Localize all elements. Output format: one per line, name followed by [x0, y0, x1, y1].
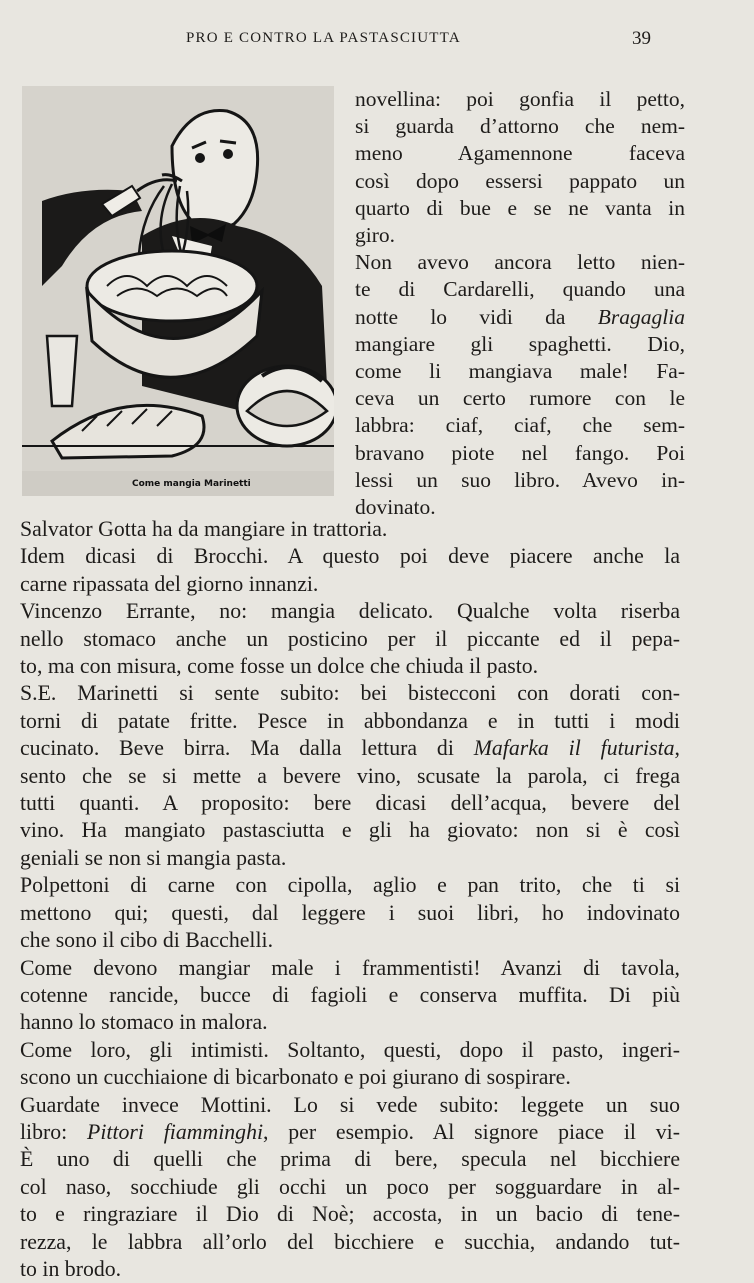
- text-line: Come devono mangiar male i frammentisti! Avanzi di tavola,: [20, 955, 680, 980]
- text-line: giro.: [355, 223, 396, 248]
- side-column-text: [355, 86, 685, 521]
- text-line: Come loro, gli intimisti. Soltanto, questi, dopo il pasto, ingeri-: [20, 1037, 680, 1062]
- text-line: to e ringraziare il Dio di Noè; accosta, in un bacio di tene-: [20, 1202, 680, 1227]
- caricature-illustration: [22, 86, 334, 496]
- text-line: mangiare gli spaghetti. Dio,: [355, 331, 685, 356]
- text-line: Idem dicasi di Brocchi. A questo poi deve piacere anche la: [20, 544, 680, 569]
- text-line: lessi un suo libro. Avevo in-: [355, 467, 685, 492]
- text-line: Salvator Gotta ha da mangiare in trattoria.: [20, 517, 388, 541]
- italic-book-title: Pittori fiamminghi: [87, 1119, 264, 1144]
- caricature-drawing: [22, 86, 334, 496]
- text-line: geniali se non si mangia pasta.: [20, 845, 287, 870]
- paragraph: [355, 249, 685, 521]
- text-line: cucinato. Beve birra. Ma dalla lettura di Mafarka il futurista,: [20, 736, 680, 761]
- paragraph: [20, 680, 680, 872]
- italic-book-title: Mafarka il futurista: [473, 736, 675, 761]
- paragraph: [20, 516, 680, 543]
- text-line: S.E. Marinetti si sente subito: bei bistecconi con dorati con-: [20, 681, 680, 706]
- text-line: sento che se si mette a bevere vino, scusate la parola, ci frega: [20, 763, 680, 788]
- text-line: È uno di quelli che prima di bere, specula nel bicchiere: [20, 1147, 680, 1172]
- text-line: bravano piote nel fango. Poi: [355, 440, 685, 465]
- text-line: hanno lo stomaco in malora.: [20, 1010, 268, 1035]
- running-title: PRO E CONTRO LA PASTASCIUTTA: [186, 30, 461, 46]
- text-line: Vincenzo Errante, no: mangia delicato. Qualche volta riserba: [20, 599, 680, 624]
- text-line: che sono il cibo di Bacchelli.: [20, 928, 274, 953]
- paragraph: [20, 1092, 680, 1283]
- page-number: 39: [632, 28, 651, 49]
- text-line: libro: Pittori fiamminghi, per esempio. Al signore piace il vi-: [20, 1119, 680, 1144]
- text-line: to in brodo.: [20, 1256, 122, 1281]
- paragraph: [20, 872, 680, 954]
- text-line: cotenne rancide, bucce di fagioli e conserva muffita. Di più: [20, 982, 680, 1007]
- text-line: tutti quanti. A proposito: bere dicasi dell’acqua, bevere del: [20, 791, 680, 816]
- illustration-caption: Come mangia Marinetti: [132, 479, 251, 489]
- paragraph: [20, 543, 680, 598]
- text-line: rezza, le labbra all’orlo del bicchiere e succhia, andando tut-: [20, 1229, 680, 1254]
- paragraph: [20, 955, 680, 1037]
- text-line: così dopo essersi pappato un: [355, 168, 685, 193]
- text-line: to, ma con misura, come fosse un dolce che chiuda il pasto.: [20, 654, 539, 679]
- italic-place-name: Bragaglia: [597, 304, 685, 329]
- text-line: si guarda d’attorno che nem-: [355, 114, 685, 139]
- paragraph: [20, 1037, 680, 1092]
- text-line: Non avevo ancora letto nien-: [355, 250, 685, 275]
- text-line: vino. Ha mangiato pastasciutta e gli ha giovato: non si è così: [20, 818, 680, 843]
- text-line: ceva un certo rumore con le: [355, 386, 685, 411]
- text-line: novellina: poi gonfia il petto,: [355, 87, 685, 111]
- text-line: carne ripassata del giorno innanzi.: [20, 571, 319, 596]
- main-body-text: [20, 516, 680, 1283]
- text-line: te di Cardarelli, quando una: [355, 277, 685, 302]
- page-header: [0, 28, 754, 52]
- text-line: dovinato.: [355, 495, 436, 520]
- paragraph: [20, 598, 680, 680]
- text-line: col naso, socchiude gli occhi un poco per sogguardare in al-: [20, 1174, 680, 1199]
- text-line: mettono qui; questi, dal leggere i suoi libri, ho indovinato: [20, 900, 680, 925]
- text-line: notte lo vidi da Bragaglia: [355, 304, 685, 329]
- text-line: meno Agamennone faceva: [355, 141, 685, 166]
- text-line: Polpettoni di carne con cipolla, aglio e pan trito, che ti si: [20, 873, 680, 898]
- text-line: labbra: ciaf, ciaf, che sem-: [355, 413, 685, 438]
- paragraph: [355, 86, 685, 249]
- text-line: quarto di bue e se ne vanta in: [355, 195, 685, 220]
- text-line: scono un cucchiaione di bicarbonato e poi giurano di sospirare.: [20, 1065, 571, 1090]
- text-line: torni di patate fritte. Pesce in abbondanza e in tutti i modi: [20, 708, 680, 733]
- text-line: nello stomaco anche un posticino per il piccante ed il pepa-: [20, 626, 680, 651]
- text-line: come li mangiava male! Fa-: [355, 359, 685, 384]
- text-line: Guardate invece Mottini. Lo si vede subito: leggete un suo: [20, 1092, 680, 1117]
